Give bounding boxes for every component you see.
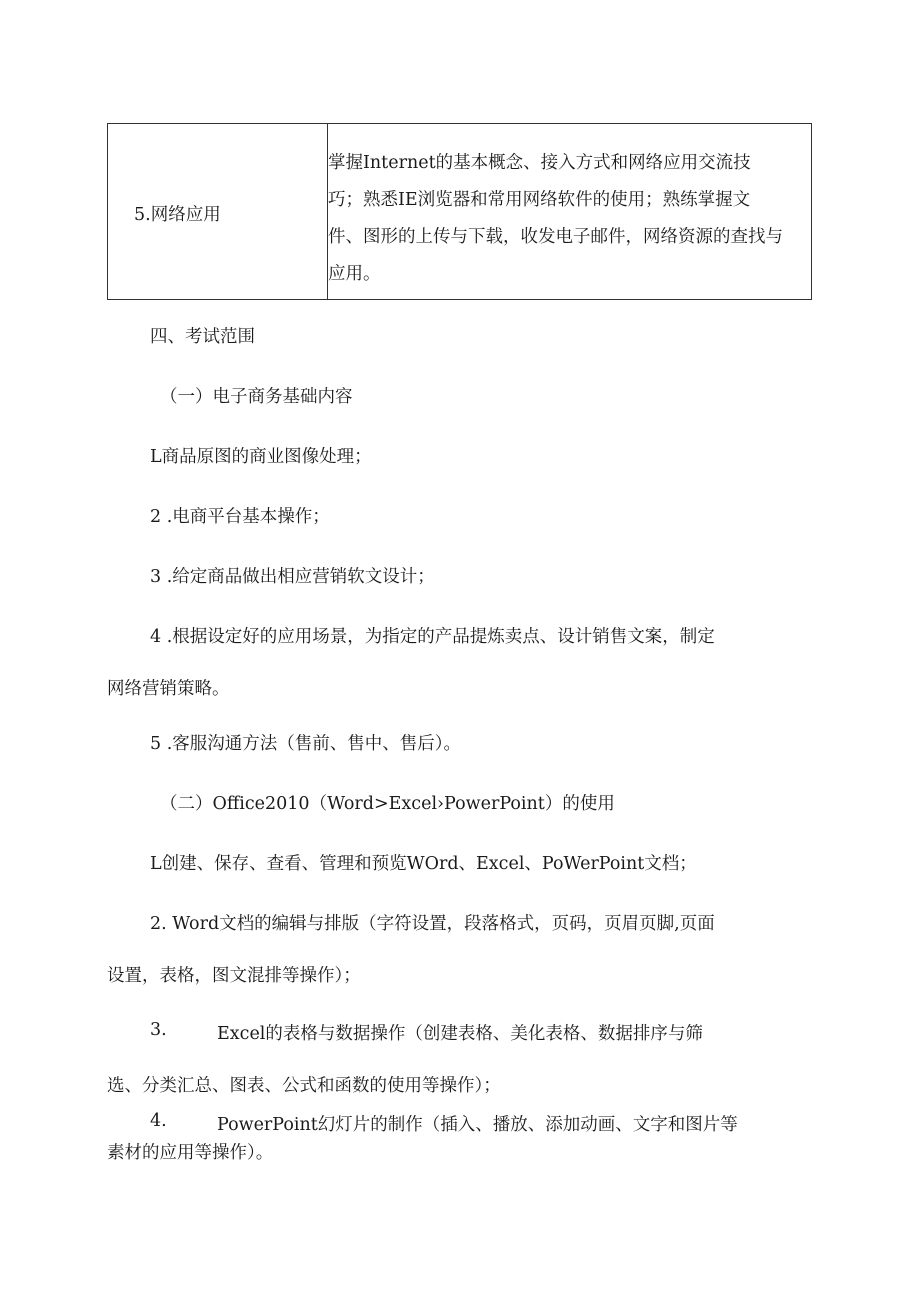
part2-item-3-number: 3.	[150, 1020, 167, 1040]
part2-item-4-cont: 素材的应用等操作）。	[107, 1143, 274, 1163]
part2-item-4-number: 4.	[150, 1111, 167, 1131]
table-description-line: 巧；熟悉IE浏览器和常用网络软件的使用；熟练掌握文	[328, 190, 751, 210]
network-application-table	[107, 123, 812, 300]
part2-item-1: L创建、保存、查看、管理和预览WOrd、Excel、PoWerPoint文档；	[150, 854, 697, 874]
part1-item-4-cont: 网络营销策略。	[107, 679, 230, 699]
part2-item-2-cont: 设置，表格，图文混排等操作）；	[107, 966, 361, 986]
part2-item-2: 2. Word文档的编辑与排版（字符设置，段落格式，页码，页眉页脚,页面	[150, 914, 715, 934]
part1-item-2: 2 .电商平台基本操作；	[150, 507, 330, 527]
part1-heading: （一）电子商务基础内容	[160, 387, 353, 407]
table-description-line: 件、图形的上传与下载，收发电子邮件，网络资源的查找与	[328, 227, 783, 247]
part2-item-4: PowerPoint幻灯片的制作（插入、播放、添加动画、文字和图片等	[217, 1115, 738, 1135]
section-title: 四、考试范围	[150, 327, 255, 347]
table-description-cell	[328, 124, 811, 299]
part1-item-3: 3 .给定商品做出相应营销软文设计；	[150, 567, 435, 587]
part2-item-3-cont: 选、分类汇总、图表、公式和函数的使用等操作）；	[107, 1076, 501, 1096]
part1-item-1: L商品原图的商业图像处理；	[150, 447, 372, 467]
part1-item-5: 5 .客服沟通方法（售前、售中、售后）。	[150, 734, 462, 754]
table-item-label: 5.网络应用	[134, 205, 221, 225]
part1-item-4: 4 .根据设定好的应用场景，为指定的产品提炼卖点、设计销售文案，制定	[150, 627, 715, 647]
part2-item-3: Excel的表格与数据操作（创建表格、美化表格、数据排序与筛	[217, 1024, 703, 1044]
part2-heading: （二）Office2010（Word>Excel›PowerPoint）的使用	[160, 794, 615, 814]
table-item-cell	[108, 124, 328, 299]
table-description-line: 掌握Internet的基本概念、接入方式和网络应用交流技	[328, 153, 751, 173]
table-description-line: 应用。	[328, 264, 381, 284]
